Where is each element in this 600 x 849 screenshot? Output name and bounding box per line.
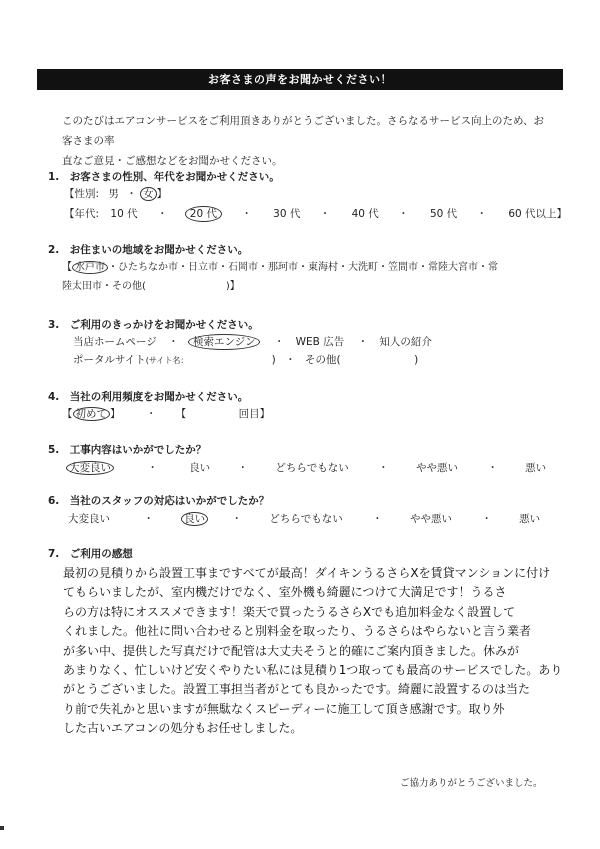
comment-line: 最初の見積りから設置工事まですべてが最高！ダイキンうるさらXを賃貸マンションに付け	[63, 566, 551, 580]
age-label: 【年代:	[64, 208, 100, 220]
portal-close: )	[271, 354, 276, 366]
gender-female-option-circled[interactable]: 女	[140, 187, 157, 201]
area-options-line-1: ・ひたちなか市・日立市・石岡市・那珂市・東海村・大洗町・笠間市・常陸大宮市・常	[108, 262, 498, 273]
intro-line: このたびはエアコンサービスをご利用頂きありがとうございました。さらなるサービス向上のため、お客さまの率	[62, 115, 545, 147]
frequency-row: 【 初めて 】 ・ 【 回目】	[62, 408, 271, 420]
age-option-30[interactable]: 30 代	[273, 208, 301, 220]
question-4-title: 4. 当社の利用頻度をお聞かせください。	[48, 391, 249, 403]
trigger-web-ad[interactable]: WEB 広告	[295, 336, 345, 348]
survey-title: お客さまの声をお聞かせください！	[37, 69, 563, 90]
staff-rating-very-good[interactable]: 大変良い	[68, 513, 110, 525]
freq-times[interactable]: 【 回目】	[175, 408, 271, 420]
gender-row	[64, 186, 167, 202]
age-option-10[interactable]: 10 代	[110, 208, 138, 220]
question-1-title: 1. お客さまの性別、年代をお聞かせください。	[48, 171, 280, 183]
age-option-20-circled[interactable]: 20 代	[185, 206, 222, 222]
comment-line: り前で失礼かと思いますが無駄なくスピーディーに施工して頂き感謝です。取り外	[63, 701, 505, 716]
portal-site-name-label: (サイト名：	[145, 356, 189, 365]
freq-first-time-circled[interactable]: 初めて	[73, 407, 111, 421]
comment-line: あまりなく、忙しいけど安くやりたい私には見積り1つ取っても最高のサービスでした。あり	[63, 663, 563, 678]
work-rating-very-good-circled[interactable]: 大変良い	[66, 461, 114, 475]
question-7-title: 7. ご利用の感想	[48, 548, 133, 560]
work-rating-good[interactable]: 良い	[189, 462, 211, 474]
age-row: 【年代: 10 代 ・ 20 代 ・ 30 代 ・ 40 代 ・ 50 代 ・ 60 代以上】	[64, 208, 568, 220]
comment-line: てもらいましたが、室内機だけでなく、室外機も綺麗につけて大満足です！うるさ	[63, 585, 507, 600]
scan-mark	[0, 826, 4, 830]
staff-rating-row: 大変良い ・ 良い ・ どちらでもない ・ やや悪い ・ 悪い	[68, 513, 541, 525]
trigger-row-2: ポータルサイト(サイト名： ) ・ その他( )	[73, 354, 419, 366]
comment-line: らの方は特にオススメできます！楽天で買ったうるさらXでも追加料金なく設置して	[63, 604, 516, 619]
area-options-line-2: 陸太田市・その他( )】	[62, 281, 240, 292]
trigger-row-1: 当店ホームページ ・ 検索エンジン ・ WEB 広告 ・ 知人の紹介	[73, 336, 432, 348]
age-close: 】	[556, 208, 568, 220]
comment-line: くれました。他社に問い合わせると別料金を取ったり、うるさらはやらないと言う業者	[63, 624, 532, 639]
work-rating-bad[interactable]: 悪い	[525, 462, 547, 474]
freq-bracket-close: 】	[110, 408, 121, 420]
question-6-title: 6. 当社のスタッフの対応はいかがでしたか？	[48, 495, 270, 507]
area-row-1	[62, 260, 498, 276]
question-5-title: 5. 工事内容はいかがでしたか？	[48, 444, 207, 456]
age-option-50[interactable]: 50 代	[429, 208, 458, 220]
staff-rating-good-circled[interactable]: 良い	[181, 512, 208, 526]
staff-rating-neutral[interactable]: どちらでもない	[269, 513, 343, 525]
work-rating-row: 大変良い ・ 良い ・ どちらでもない ・ やや悪い ・ 悪い	[66, 460, 546, 476]
trigger-homepage[interactable]: 当店ホームページ	[73, 336, 157, 348]
age-option-60-plus[interactable]: 60 代以上	[508, 208, 557, 220]
work-rating-neutral[interactable]: どちらでもない	[275, 462, 349, 474]
comment-line: がとうございました。設置工事担当者がとても良かったです。綺麗に設置するのは当た	[63, 682, 531, 697]
area-bracket-open: 【	[62, 262, 72, 273]
comment-line: が多い中、提供した写真だけで配管は大丈夫そうと的確にご案内頂きました。休みが	[63, 643, 520, 658]
age-option-40[interactable]: 40 代	[351, 208, 379, 220]
staff-rating-bad[interactable]: 悪い	[519, 513, 541, 525]
question-2-title: 2. お住まいの地域をお聞かせください。	[48, 244, 249, 256]
thanks-text: ご協力ありがとうございました。	[400, 778, 543, 789]
intro-line: 直なご意見・ご感想などをお聞かせください。	[62, 155, 283, 167]
trigger-friend[interactable]: 知人の紹介	[379, 336, 432, 348]
gender-male-option[interactable]: 男	[108, 188, 119, 200]
area-selected-mito-circled[interactable]: 水戸市	[72, 261, 108, 274]
trigger-search-engine-circled[interactable]: 検索エンジン	[188, 334, 260, 350]
freq-bracket-open: 【	[62, 408, 73, 420]
staff-rating-somewhat-bad[interactable]: やや悪い	[409, 513, 452, 525]
question-3-title: 3. ご利用のきっかけをお聞かせください。	[48, 319, 259, 331]
trigger-portal[interactable]: ポータルサイト	[73, 354, 146, 366]
intro-text	[62, 111, 552, 171]
comment-line: した古いエアコンの処分もお任せしました。	[63, 721, 303, 736]
gender-separator: ・	[126, 188, 137, 200]
area-row-2	[62, 279, 240, 295]
gender-label: 【性別:	[64, 188, 100, 200]
trigger-other[interactable]: その他( )	[304, 354, 419, 366]
gender-close: 】	[156, 188, 168, 200]
work-rating-somewhat-bad[interactable]: やや悪い	[415, 462, 458, 474]
comment-text	[63, 564, 563, 739]
